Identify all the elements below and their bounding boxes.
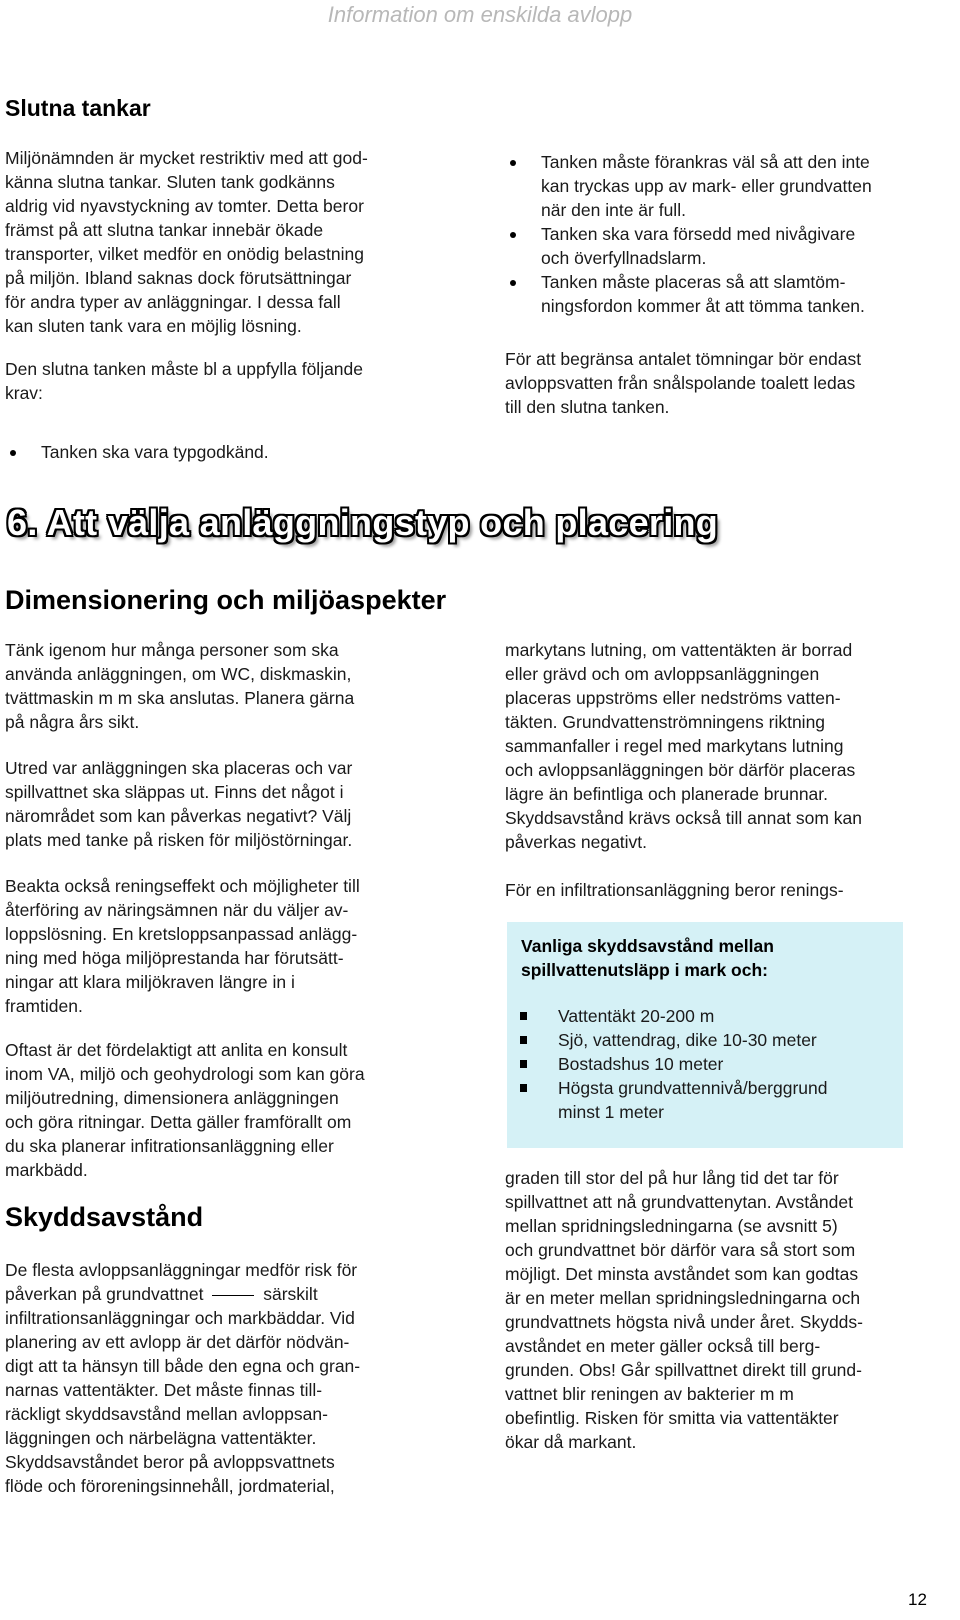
- list-item-text: Tanken ska vara typgodkänd.: [41, 442, 269, 462]
- text-line: kan sluten tank vara en möjlig lösning.: [5, 316, 302, 336]
- text-line: Beakta också reningseffekt och möjligheter till: [5, 876, 360, 896]
- dimensionering-paragraph-4: [5, 1038, 475, 1182]
- dimensionering-paragraph-2: [5, 756, 475, 852]
- text-line: sammanfaller i regel med markytans lutning: [505, 736, 844, 756]
- text-line: för andra typer av anläggningar. I dessa fall: [5, 292, 341, 312]
- text-line: återföring av näringsämnen när du väljer av-: [5, 900, 349, 920]
- text-line: plats med tanke på risken för miljöstörningar.: [5, 830, 353, 850]
- slutna-tankar-paragraph-1: [5, 146, 475, 338]
- slutna-tankar-paragraph-2: [5, 357, 475, 405]
- text-line: markbädd.: [5, 1160, 88, 1180]
- text-line: [5, 1282, 475, 1306]
- text-line: graden till stor del på hur lång tid det tar för: [505, 1168, 839, 1188]
- list-item: [558, 1028, 888, 1052]
- text-line: obefintlig. Risken för smitta via vattentäkter: [505, 1408, 839, 1428]
- text-line: aldrig vid nyavstyckning av tomter. Detta beror: [5, 196, 364, 216]
- text-line: påverkas negativt.: [505, 832, 648, 852]
- text-segment: påverkan på grundvattnet: [5, 1284, 204, 1304]
- text-line: på några års sikt.: [5, 712, 140, 732]
- text-line: planering av ett avlopp är det därför nödvän-: [5, 1332, 350, 1352]
- text-segment: särskilt: [263, 1284, 318, 1304]
- skyddsavstand-paragraph: [5, 1258, 475, 1498]
- text-line: Tanken ska vara försedd med nivågivare: [541, 224, 856, 244]
- dimensionering-paragraph-1: [5, 638, 475, 734]
- bullet-icon: [10, 450, 16, 456]
- text-line: Tanken måste förankras väl så att den inte: [541, 152, 870, 172]
- text-line: De flesta avloppsanläggningar medför risk för: [5, 1260, 358, 1280]
- list-item: [541, 270, 951, 318]
- text-line: du ska planerar infitrationsanläggning eller: [5, 1136, 334, 1156]
- info-box-title: [521, 934, 774, 982]
- text-line: till den slutna tanken.: [505, 397, 670, 417]
- list-item: [541, 222, 951, 270]
- text-line: grundvattnets högsta nivå under året. Skydds-: [505, 1312, 863, 1332]
- text-line: ningsfordon kommer åt att tömma tanken.: [541, 296, 865, 316]
- section-heading-slutna-tankar: Slutna tankar: [5, 95, 151, 121]
- bullet-icon: [510, 232, 516, 238]
- bullet-icon: [510, 280, 516, 286]
- text-line: krav:: [5, 383, 43, 403]
- text-line: avståndet en meter gäller också till berg-: [505, 1336, 821, 1356]
- text-line: och grundvattnet bör därför vara så stort som: [505, 1240, 856, 1260]
- square-bullet-icon: [520, 1084, 527, 1092]
- slutna-tankar-bullet-list-left: [41, 440, 471, 464]
- text-line: kan tryckas upp av mark- eller grundvatten: [541, 176, 872, 196]
- text-line: framtiden.: [5, 996, 83, 1016]
- document-header: Information om enskilda avlopp: [327, 2, 633, 27]
- right-column-paragraph-3: [505, 1166, 955, 1454]
- text-line: är en meter mellan spridningsledningarna och: [505, 1288, 861, 1308]
- right-column-paragraph-2: [505, 878, 955, 902]
- list-item: [41, 440, 471, 464]
- text-line: infiltrationsanläggningar och markbäddar. Vid: [5, 1308, 355, 1328]
- list-item-text: minst 1 meter: [558, 1102, 664, 1122]
- text-line: på miljön. Ibland saknas dock förutsättningar: [5, 268, 352, 288]
- text-line: mellan spridningsledningarna (se avsnitt 5): [505, 1216, 838, 1236]
- text-line: använda anläggningen, om WC, diskmaskin,: [5, 664, 352, 684]
- text-line: främst på att slutna tankar innebär ökade: [5, 220, 324, 240]
- text-line: grunden. Obs! Går spillvattnet direkt till grund-: [505, 1360, 862, 1380]
- right-column-paragraph-1: [505, 638, 955, 854]
- info-box-list: [558, 1004, 888, 1124]
- info-box-skyddsavstand: [507, 922, 903, 1148]
- text-line: flöde och föroreningsinnehåll, jordmaterial,: [5, 1476, 335, 1496]
- text-line: möjligt. Det minsta avståndet som kan godtas: [505, 1264, 859, 1284]
- bullet-icon: [510, 160, 516, 166]
- text-line: spillvattenutsläpp i mark och:: [521, 960, 768, 980]
- text-line: Den slutna tanken måste bl a uppfylla följande: [5, 359, 364, 379]
- text-line: lägre än befintliga och planerade brunnar.: [505, 784, 829, 804]
- list-item: [558, 1052, 888, 1076]
- text-line: och överfyllnadslarm.: [541, 248, 707, 268]
- text-line: närområdet som kan påverkas negativt? Välj: [5, 806, 352, 826]
- text-line: spillvattnet ska släppas ut. Finns det något i: [5, 782, 344, 802]
- em-dash: [212, 1295, 254, 1296]
- text-line: digt att ta hänsyn till både den egna och gran-: [5, 1356, 361, 1376]
- text-line: känna slutna tankar. Sluten tank godkänns: [5, 172, 335, 192]
- text-line: avloppsvatten från snålspolande toalett ledas: [505, 373, 856, 393]
- chapter-title: 6. Att välja anläggningstyp och placering: [7, 502, 719, 543]
- text-line: Skyddsavstånd krävs också till annat som kan: [505, 808, 862, 828]
- text-line: Tanken måste placeras så att slamtöm-: [541, 272, 846, 292]
- text-line: För att begränsa antalet tömningar bör endast: [505, 349, 862, 369]
- text-line: läggningen och närbelägna vattentäkter.: [5, 1428, 317, 1448]
- list-item-text: Högsta grundvattennivå/berggrund: [558, 1078, 828, 1098]
- text-line: inom VA, miljö och geohydrologi som kan göra: [5, 1064, 365, 1084]
- text-line: och göra ritningar. Detta gäller framförallt om: [5, 1112, 352, 1132]
- text-line: Vanliga skyddsavstånd mellan: [521, 936, 774, 956]
- slutna-tankar-paragraph-3: [505, 347, 955, 419]
- text-line: transporter, vilket medför en onödig belastning: [5, 244, 364, 264]
- text-line: eller grävd och om avloppsanläggningen: [505, 664, 820, 684]
- text-line: räckligt skyddsavstånd mellan avloppsan-: [5, 1404, 328, 1424]
- text-line: ning med höga miljöprestanda har förutsätt-: [5, 948, 344, 968]
- text-line: ökar då markant.: [505, 1432, 637, 1452]
- text-line: tvättmaskin m m ska anslutas. Planera gärna: [5, 688, 355, 708]
- dimensionering-paragraph-3: [5, 874, 475, 1018]
- text-line: Tänk igenom hur många personer som ska: [5, 640, 339, 660]
- text-line: när den inte är full.: [541, 200, 686, 220]
- list-item: [541, 150, 951, 222]
- section-heading-dimensionering: Dimensionering och miljöaspekter: [5, 585, 447, 615]
- section-heading-skyddsavstand: Skyddsavstånd: [5, 1202, 204, 1232]
- list-item-text: Bostadshus 10 meter: [558, 1054, 724, 1074]
- page-number: 12: [908, 1590, 927, 1609]
- square-bullet-icon: [520, 1012, 527, 1020]
- text-line: För en infiltrationsanläggning beror renings-: [505, 880, 844, 900]
- text-line: Oftast är det fördelaktigt att anlita en konsult: [5, 1040, 348, 1060]
- list-item: [558, 1076, 888, 1124]
- text-line: täkten. Grundvattenströmningens riktning: [505, 712, 826, 732]
- text-line: spillvattnet att nå grundvattenytan. Avståndet: [505, 1192, 853, 1212]
- text-line: Skyddsavståndet beror på avloppsvattnets: [5, 1452, 335, 1472]
- list-item-text: Sjö, vattendrag, dike 10-30 meter: [558, 1030, 817, 1050]
- text-line: ningar att klara miljökraven längre in i: [5, 972, 295, 992]
- text-line: miljöutredning, dimensionera anläggningen: [5, 1088, 339, 1108]
- text-line: Utred var anläggningen ska placeras och var: [5, 758, 353, 778]
- list-item-text: Vattentäkt 20-200 m: [558, 1006, 715, 1026]
- text-line: vattnet blir reningen av bakterier m m: [505, 1384, 794, 1404]
- text-line: markytans lutning, om vattentäkten är borrad: [505, 640, 853, 660]
- list-item: [558, 1004, 888, 1028]
- square-bullet-icon: [520, 1060, 527, 1068]
- text-line: loppslösning. En kretsloppsanpassad anlägg-: [5, 924, 358, 944]
- text-line: narnas vattentäkter. Det måste finnas till-: [5, 1380, 323, 1400]
- text-line: och avloppsanläggningen bör därför placeras: [505, 760, 856, 780]
- slutna-tankar-bullet-list-right: [541, 150, 951, 318]
- square-bullet-icon: [520, 1036, 527, 1044]
- text-line: placeras uppströms eller nedströms vatten-: [505, 688, 841, 708]
- text-line: Miljönämnden är mycket restriktiv med att god-: [5, 148, 368, 168]
